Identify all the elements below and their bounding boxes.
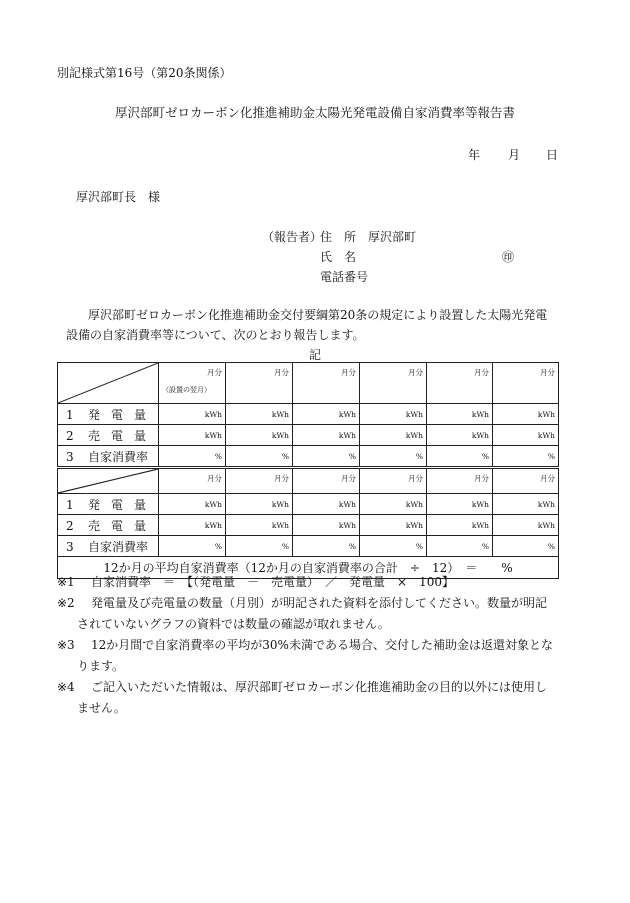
date-day: 日 — [546, 148, 559, 162]
kwh-cell[interactable]: kWh — [427, 425, 493, 446]
kwh-cell[interactable]: kWh — [226, 404, 293, 425]
diagonal-line — [58, 363, 158, 403]
kwh-cell[interactable]: kWh — [293, 515, 360, 536]
table-row-self-consumption — [58, 446, 559, 468]
row-label-generation — [58, 404, 159, 425]
address-value: 厚沢部町 — [368, 230, 417, 244]
kwh-cell[interactable]: kWh — [360, 425, 427, 446]
table-row-sold — [58, 515, 559, 536]
pct-cell[interactable]: % — [360, 536, 427, 557]
month-header-cell: 月分 — [493, 468, 559, 494]
note-mark: ※2 — [57, 596, 75, 610]
month-header-cell: 月分 — [360, 363, 427, 404]
body-text-line2: 設備の自家消費率等について、次のとおり報告します。 — [66, 328, 365, 342]
row-label-sold — [58, 425, 159, 446]
pct-cell[interactable]: % — [493, 536, 559, 557]
table-row-sold — [58, 425, 559, 446]
date-year: 年 — [468, 148, 481, 162]
form-id: 別記様式第16号（第20条関係） — [57, 66, 232, 80]
row-label: 自家消費率 — [88, 449, 149, 464]
note-2 — [57, 593, 547, 635]
header-diagonal-cell — [58, 363, 159, 404]
body-text-line1: 厚沢部町ゼロカーボン化推進補助金交付要綱第20条の規定により設置した太陽光発電 — [88, 308, 548, 322]
row-number: 3 — [66, 539, 74, 554]
month-label: 月分 — [207, 368, 222, 377]
note-text: 12か月間で自家消費率の平均が30%未満である場合、交付した補助金は返還対象とな — [91, 638, 553, 652]
document-title: 厚沢部町ゼロカーボン化推進補助金太陽光発電設備自家消費率等報告書 — [114, 105, 515, 120]
kwh-cell[interactable]: kWh — [493, 515, 559, 536]
note-text: 自家消費率 ＝ 【（発電量 － 売電量） ／ 発電量 × 100】 — [91, 575, 454, 589]
row-label: 発電量 — [88, 407, 158, 422]
note-4 — [57, 677, 547, 719]
table-row-self-consumption — [58, 536, 559, 557]
date-month: 月 — [508, 148, 521, 162]
kwh-cell[interactable]: kWh — [159, 515, 226, 536]
addressee: 厚沢部町長 様 — [76, 190, 161, 204]
kwh-cell[interactable]: kWh — [493, 404, 559, 425]
kwh-cell[interactable]: kWh — [226, 494, 293, 515]
pct-cell[interactable]: % — [226, 536, 293, 557]
pct-cell[interactable]: % — [226, 446, 293, 468]
month-header-cell: 月分 — [226, 363, 293, 404]
note-mark: ※3 — [57, 638, 75, 652]
kwh-cell[interactable]: kWh — [293, 425, 360, 446]
kwh-cell[interactable]: kWh — [360, 494, 427, 515]
row-number: 2 — [66, 518, 74, 533]
name-label: 氏 名 — [320, 250, 357, 264]
pct-cell[interactable]: % — [360, 446, 427, 468]
average-self-consumption[interactable]: 12か月の平均自家消費率（12か月の自家消費率の合計 ÷ 12） ＝ % — [58, 557, 559, 579]
ki-heading: 記 — [308, 348, 321, 362]
pct-cell[interactable]: % — [427, 446, 493, 468]
pct-cell[interactable]: % — [293, 536, 360, 557]
header-diagonal-cell — [58, 468, 159, 494]
month-header-cell: 月分 — [427, 468, 493, 494]
kwh-cell[interactable]: kWh — [427, 515, 493, 536]
note-text: 発電量及び売電量の数量（月別）が明記された資料を添付してください。数量が明記 — [91, 596, 548, 610]
kwh-cell[interactable]: kWh — [360, 404, 427, 425]
row-number: 2 — [66, 428, 74, 443]
note-text-continued: されていないグラフの資料では数量の確認が取れません。 — [77, 617, 390, 631]
kwh-cell[interactable]: kWh — [293, 494, 360, 515]
note-1 — [57, 572, 454, 593]
diagonal-line — [58, 469, 158, 493]
row-label: 売電量 — [88, 428, 158, 443]
table-row-generation — [58, 494, 559, 515]
month-header-cell: 月分 — [293, 468, 360, 494]
phone-label: 電話番号 — [320, 270, 369, 284]
month-header-cell: 月分 — [293, 363, 360, 404]
row-number: 1 — [66, 497, 74, 512]
row-label-sold — [58, 515, 159, 536]
month-header-cell: 月分 — [360, 468, 427, 494]
month-header-cell: 月分 — [427, 363, 493, 404]
note-3 — [57, 635, 553, 677]
kwh-cell[interactable]: kWh — [159, 404, 226, 425]
row-label-self-consumption — [58, 446, 159, 468]
kwh-cell[interactable]: kWh — [360, 515, 427, 536]
seal-mark: ㊞ — [502, 250, 515, 264]
note-text-continued: ません。 — [77, 701, 126, 715]
row-label: 売電量 — [88, 518, 158, 533]
pct-cell[interactable]: % — [427, 536, 493, 557]
row-label-self-consumption — [58, 536, 159, 557]
reporter-label: （報告者） — [262, 230, 323, 244]
kwh-cell[interactable]: kWh — [226, 515, 293, 536]
month-header-cell: 月分 — [159, 468, 226, 494]
row-label-generation — [58, 494, 159, 515]
first-month-note: （設置の翌月） — [162, 386, 211, 394]
kwh-cell[interactable]: kWh — [159, 494, 226, 515]
row-label: 自家消費率 — [88, 539, 149, 554]
month-header-cell: 月分 — [226, 468, 293, 494]
note-mark: ※4 — [57, 680, 75, 694]
note-text-continued: ります。 — [77, 659, 125, 673]
row-number: 1 — [66, 407, 74, 422]
row-label: 発電量 — [88, 497, 158, 512]
table-row-generation — [58, 404, 559, 425]
address-label: 住 所 — [320, 230, 357, 244]
pct-cell[interactable]: % — [159, 446, 226, 468]
kwh-cell[interactable]: kWh — [226, 425, 293, 446]
note-mark: ※1 — [57, 575, 75, 589]
report-table — [57, 362, 559, 579]
kwh-cell[interactable]: kWh — [493, 425, 559, 446]
kwh-cell[interactable]: kWh — [159, 425, 226, 446]
kwh-cell[interactable]: kWh — [493, 494, 559, 515]
pct-cell[interactable]: % — [159, 536, 226, 557]
note-text: ご記入いただいた情報は、厚沢部町ゼロカーボン化推進補助金の目的以外には使用し — [91, 680, 548, 694]
month-header-cell: 月分 — [493, 363, 559, 404]
pct-cell[interactable]: % — [493, 446, 559, 468]
kwh-cell[interactable]: kWh — [427, 404, 493, 425]
month-header-cell — [159, 363, 226, 404]
kwh-cell[interactable]: kWh — [293, 404, 360, 425]
pct-cell[interactable]: % — [293, 446, 360, 468]
row-number: 3 — [66, 449, 74, 464]
kwh-cell[interactable]: kWh — [427, 494, 493, 515]
